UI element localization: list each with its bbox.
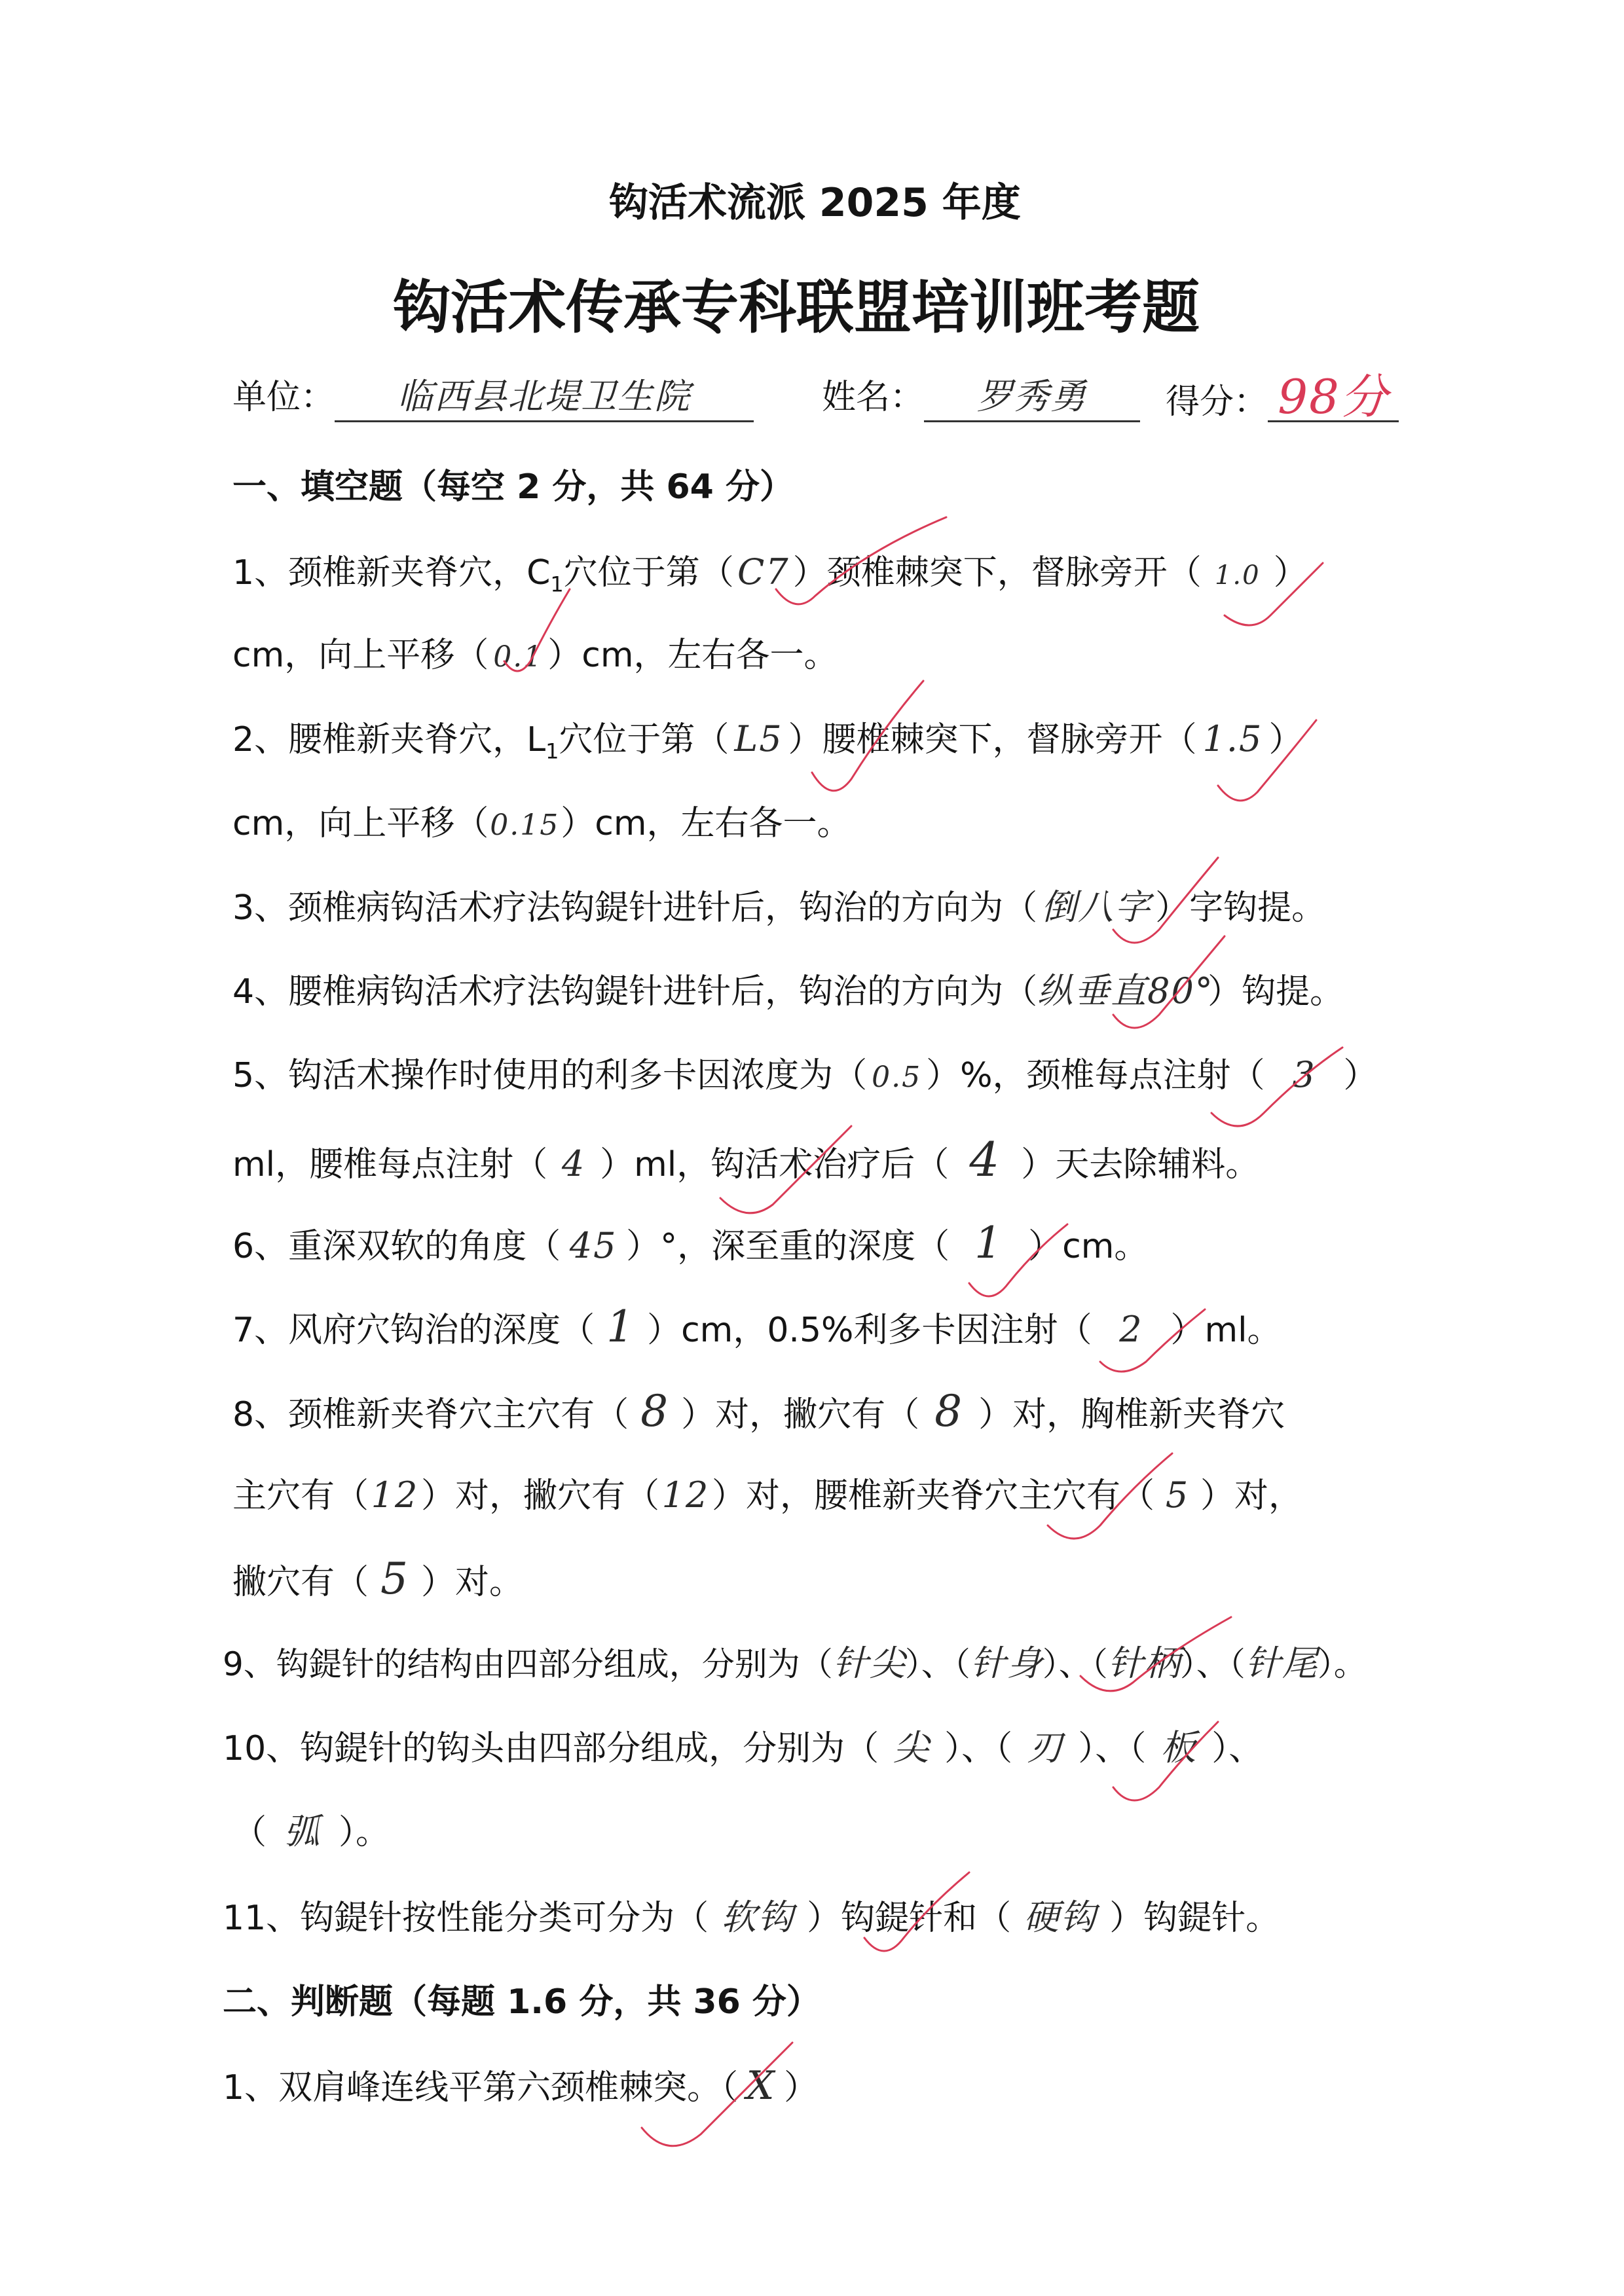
q3-text-b: ）字钩提。 <box>1155 888 1326 928</box>
q2-line2 <box>232 800 851 849</box>
name-field: 罗秀勇 <box>924 373 1140 422</box>
q7-answer-1: 1 <box>606 1302 636 1352</box>
q4-line <box>232 968 1344 1015</box>
q9-answer-1: 针尖 <box>832 1643 906 1684</box>
q2-text-c: ）腰椎棘突下，督脉旁开（ <box>788 720 1197 759</box>
q11-text-c: ）钩鍉针。 <box>1109 1899 1280 1938</box>
q10-answer-4: 弧 <box>284 1811 322 1852</box>
q2-text-a: 2、腰椎新夹脊穴，L <box>232 720 546 759</box>
q10-text-e: （ <box>232 1813 267 1852</box>
q1-text-a: 1、颈椎新夹脊穴，C <box>232 553 551 592</box>
q8-answer-4: 12 <box>661 1474 710 1516</box>
q9-answer-2: 针身 <box>970 1643 1044 1684</box>
q8-text-f: ）对，腰椎新夹脊穴主穴有（ <box>712 1476 1155 1516</box>
q8-answer-3: 12 <box>371 1474 419 1516</box>
q1-text-e: cm，向上平移（ <box>232 636 489 675</box>
q3-text-a: 3、颈椎病钩活术疗法钩鍉针进针后，钩治的方向为（ <box>232 888 1038 928</box>
q5-text-d: ml，腰椎每点注射（ <box>232 1145 548 1184</box>
q3-answer: 倒八字 <box>1041 886 1152 928</box>
q5-text-b: ）%，颈椎每点注射（ <box>926 1056 1265 1095</box>
q1-answer-1: C7 <box>737 551 790 592</box>
unit-field: 临西县北堤卫生院 <box>335 373 754 422</box>
q8-text-g: ）对， <box>1200 1476 1303 1516</box>
q1-line1 <box>232 549 1308 608</box>
q5-answer-1: 0.5 <box>872 1061 922 1094</box>
q7-text-a: 7、风府穴钩治的深度（ <box>232 1311 595 1350</box>
q1-text-d: ） <box>1273 553 1308 592</box>
q7-text-c: ）ml。 <box>1170 1311 1282 1350</box>
q1-answer-2: 1.0 <box>1214 560 1261 591</box>
section1-title: 一、填空题（每空 2 分，共 64 分） <box>232 467 794 507</box>
name-label: 姓名： <box>822 378 925 417</box>
q8-text-i: ）对。 <box>421 1563 524 1602</box>
q1-text-c: ）颈椎棘突下，督脉旁开（ <box>792 553 1202 592</box>
exam-subtitle: 钩活术流派 2025 年度 <box>609 180 1021 226</box>
q9-text-d: ）、（ <box>1179 1645 1246 1683</box>
q1-sub: 1 <box>550 572 564 597</box>
q2-answer-3: 0.15 <box>490 809 560 842</box>
q5-answer-4: 4 <box>969 1132 1001 1187</box>
score-row <box>1166 369 1399 426</box>
q6-answer-1: 45 <box>569 1225 618 1266</box>
q8-text-h: 撇穴有（ <box>232 1563 369 1602</box>
q5-text-a: 5、钩活术操作时使用的利多卡因浓度为（ <box>232 1056 868 1095</box>
score-field: 98分 <box>1268 373 1399 422</box>
q6-line <box>232 1220 1148 1270</box>
q3-line <box>232 884 1325 932</box>
q9-line <box>223 1640 1367 1688</box>
s2-q1-text-a: 1、双肩峰连线平第六颈椎棘突。（ <box>223 2068 739 2107</box>
section2-title: 二、判断题（每题 1.6 分，共 36 分） <box>223 1982 821 2022</box>
q11-answer-1: 软钩 <box>721 1897 795 1938</box>
q9-text-e: ）。 <box>1317 1645 1367 1683</box>
q8-text-a: 8、颈椎新夹脊穴主穴有（ <box>232 1395 629 1434</box>
q7-text-b: ）cm，0.5%利多卡因注射（ <box>647 1311 1092 1350</box>
q6-text-b: ）°，深至重的深度（ <box>626 1227 950 1266</box>
q6-answer-2: 1 <box>974 1218 1004 1268</box>
exam-title: 钩活术传承专科联盟培训班考题 <box>393 274 1200 341</box>
q8-answer-2: 8 <box>934 1386 964 1436</box>
q5-text-c: ） <box>1343 1056 1378 1095</box>
q9-text-c: ）、（ <box>1042 1645 1108 1683</box>
q10-text-c: ）、（ <box>1078 1729 1147 1768</box>
name-row <box>822 373 1140 422</box>
q8-answer-6: 5 <box>380 1554 410 1604</box>
q7-answer-2: 2 <box>1119 1309 1143 1350</box>
q10-text-a: 10、钩鍉针的钩头由四部分组成，分别为（ <box>223 1729 879 1768</box>
info-row <box>232 373 754 422</box>
q8-text-d: 主穴有（ <box>232 1476 369 1516</box>
q9-answer-3: 针柄 <box>1107 1643 1181 1684</box>
q2-text-b: 穴位于第（ <box>559 720 729 759</box>
q1-text-b: 穴位于第（ <box>563 553 734 592</box>
q4-text-a: 4、腰椎病钩活术疗法钩鍉针进针后，钩治的方向为（ <box>232 972 1038 1011</box>
q8-line1 <box>232 1388 1285 1438</box>
q10-text-f: ）。 <box>339 1813 390 1852</box>
s2-q1-answer: X <box>746 2063 776 2109</box>
q9-text-b: ）、（ <box>904 1645 970 1683</box>
q6-text-a: 6、重深双软的角度（ <box>232 1227 561 1266</box>
q9-answer-4: 针尾 <box>1245 1643 1319 1684</box>
q8-answer-1: 8 <box>640 1386 670 1436</box>
q2-text-e: cm，向上平移（ <box>232 804 489 843</box>
q2-sub: 1 <box>545 738 559 764</box>
q10-text-b: ）、（ <box>944 1729 1013 1768</box>
q4-answer: 纵垂直80° <box>1037 970 1214 1011</box>
q2-answer-1: L5 <box>734 718 783 759</box>
q10-line1 <box>223 1724 1263 1772</box>
q10-answer-1: 尖 <box>893 1727 931 1768</box>
q10-answer-3: 板 <box>1160 1727 1198 1768</box>
s2-q1-line <box>223 2062 818 2111</box>
q10-text-d: ）、 <box>1211 1729 1263 1768</box>
q1-answer-3: 0.1 <box>493 640 544 674</box>
q1-text-f: ）cm，左右各一。 <box>547 636 838 675</box>
q5-line1 <box>232 1051 1378 1101</box>
q11-answer-2: 硬钩 <box>1024 1897 1098 1938</box>
q8-text-b: ）对，撇穴有（ <box>681 1395 920 1434</box>
q5-answer-2: 3 <box>1292 1054 1316 1095</box>
q9-text-a: 9、钩鍉针的结构由四部分组成，分别为（ <box>223 1645 833 1683</box>
q2-text-d: ） <box>1268 720 1303 759</box>
q5-answer-3: 4 <box>561 1143 586 1184</box>
q7-line <box>232 1303 1282 1354</box>
q5-line2 <box>232 1132 1260 1188</box>
q10-line2 <box>232 1808 390 1856</box>
q8-text-e: ）对，撇穴有（ <box>421 1476 660 1516</box>
q11-text-b: ）钩鍉针和（ <box>807 1899 1012 1938</box>
q4-text-b: ）钩提。 <box>1208 972 1344 1011</box>
q11-text-a: 11、钩鍉针按性能分类可分为（ <box>223 1899 709 1938</box>
q2-text-f: ）cm，左右各一。 <box>561 804 851 843</box>
score-label: 得分： <box>1166 382 1268 422</box>
q8-answer-5: 5 <box>1165 1474 1190 1516</box>
q10-answer-2: 刃 <box>1027 1727 1064 1768</box>
q6-text-c: ）cm。 <box>1028 1227 1149 1266</box>
unit-label: 单位： <box>232 378 335 417</box>
q8-text-c: ）对，胸椎新夹脊穴 <box>978 1395 1285 1434</box>
q11-line <box>223 1894 1280 1942</box>
q5-text-f: ）天去除辅料。 <box>1021 1145 1260 1184</box>
q1-line2 <box>232 632 838 681</box>
q5-text-e: ）ml，钩活术治疗后（ <box>600 1145 950 1184</box>
q2-line1 <box>232 716 1302 774</box>
s2-q1-text-b: ） <box>784 2068 819 2107</box>
q2-answer-2: 1.5 <box>1202 718 1263 759</box>
q8-line3 <box>232 1556 523 1606</box>
q8-line2 <box>232 1472 1302 1520</box>
